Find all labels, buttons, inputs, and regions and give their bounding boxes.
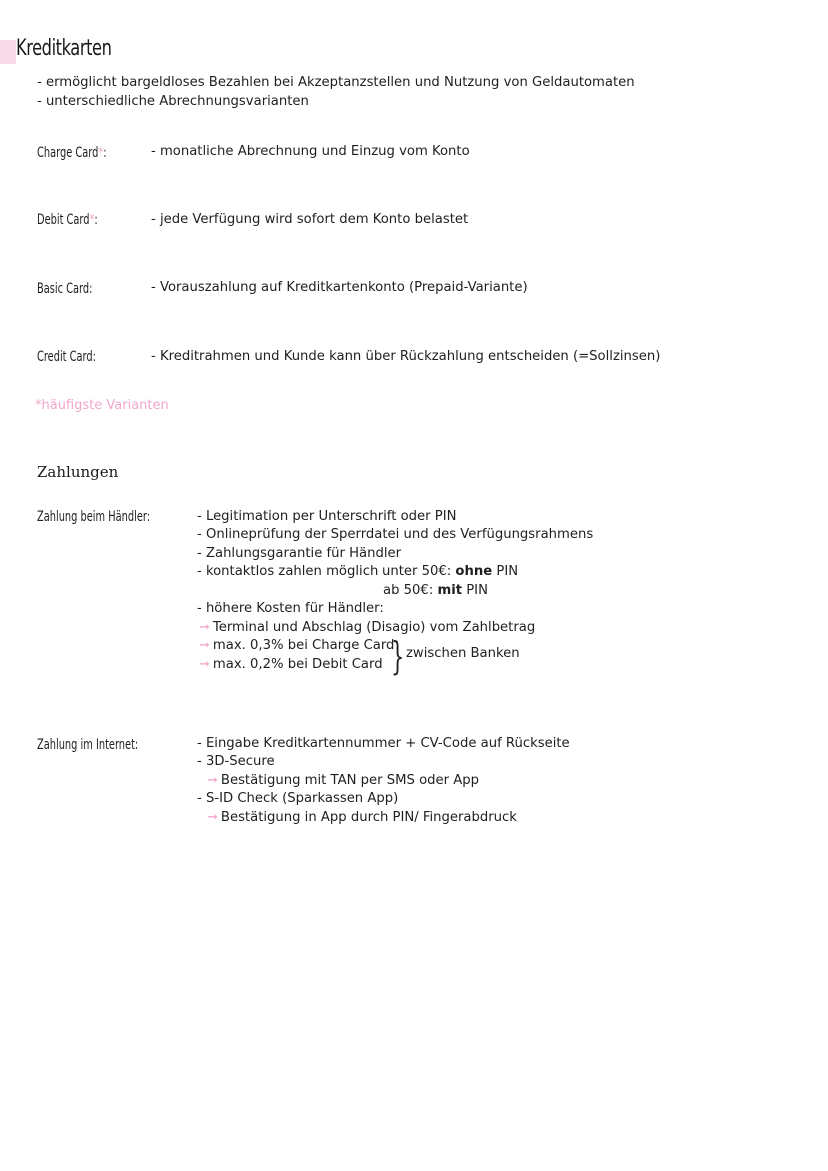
internet-line-1: - Eingabe Kreditkartennummer + CV-Code auf Rückseite [197,736,570,751]
haendler-line-2: - Onlineprüfung der Sperrdatei und des Verfügungsrahmens [197,527,594,542]
haendler-line-3: - Zahlungsgarantie für Händler [197,546,402,561]
right-curly-brace-icon: } [391,634,405,678]
haendler-label: Zahlung beim Händler: [37,509,151,525]
internet-line-2: - 3D-Secure [197,754,275,769]
title-highlight [0,40,16,64]
card-desc-basic: - Vorauszahlung auf Kreditkartenkonto (Prepaid-Variante) [151,280,528,295]
haendler-arrow-line-1: ➞ Terminal und Abschlag (Disagio) vom Zahlbetrag [199,620,536,635]
haendler-line-1: - Legitimation per Unterschrift oder PIN [197,509,457,524]
haendler-line-4: - kontaktlos zahlen möglich [197,564,379,579]
haendler-costs-line: - höhere Kosten für Händler: [197,601,384,616]
right-arrow-icon: ➞ [199,638,210,653]
card-label-debit: Debit Card*: [37,212,98,228]
card-label-credit: Credit Card: [37,349,96,365]
card-desc-charge: - monatliche Abrechnung und Einzug vom Konto [151,144,470,159]
brace-note: zwischen Banken [406,646,520,661]
right-arrow-icon: ➞ [207,810,218,825]
internet-line-3: - S-ID Check (Sparkassen App) [197,791,399,806]
right-arrow-icon: ➞ [207,773,218,788]
card-label-basic: Basic Card: [37,281,93,297]
internet-arrow-line-2: ➞ Bestätigung in App durch PIN/ Fingerabdruck [207,810,517,825]
card-label-charge: Charge Card*: [37,145,107,161]
right-arrow-icon: ➞ [199,620,210,635]
page-title: Kreditkarten [16,36,112,61]
intro-line-2: - unterschiedliche Abrechnungsvarianten [37,94,309,109]
section-title-zahlungen: Zahlungen [37,463,119,481]
right-arrow-icon: ➞ [199,657,210,672]
haendler-arrow-line-2: ➞ max. 0,3% bei Charge Card [199,638,395,653]
intro-line-1: - ermöglicht bargeldloses Bezahlen bei Akzeptanzstellen und Nutzung von Geldautomaten [37,75,635,90]
contactless-under: unter 50€: ohne PIN [382,564,519,579]
internet-label: Zahlung im Internet: [37,737,139,753]
card-desc-debit: - jede Verfügung wird sofort dem Konto belastet [151,212,469,227]
internet-arrow-line-1: ➞ Bestätigung mit TAN per SMS oder App [207,773,479,788]
card-desc-credit: - Kreditrahmen und Kunde kann über Rückzahlung entscheiden (=Sollzinsen) [151,349,661,364]
haendler-arrow-line-3: ➞ max. 0,2% bei Debit Card [199,657,383,672]
contactless-over: ab 50€: mit PIN [383,583,488,598]
footnote: *häufigste Varianten [35,398,169,413]
